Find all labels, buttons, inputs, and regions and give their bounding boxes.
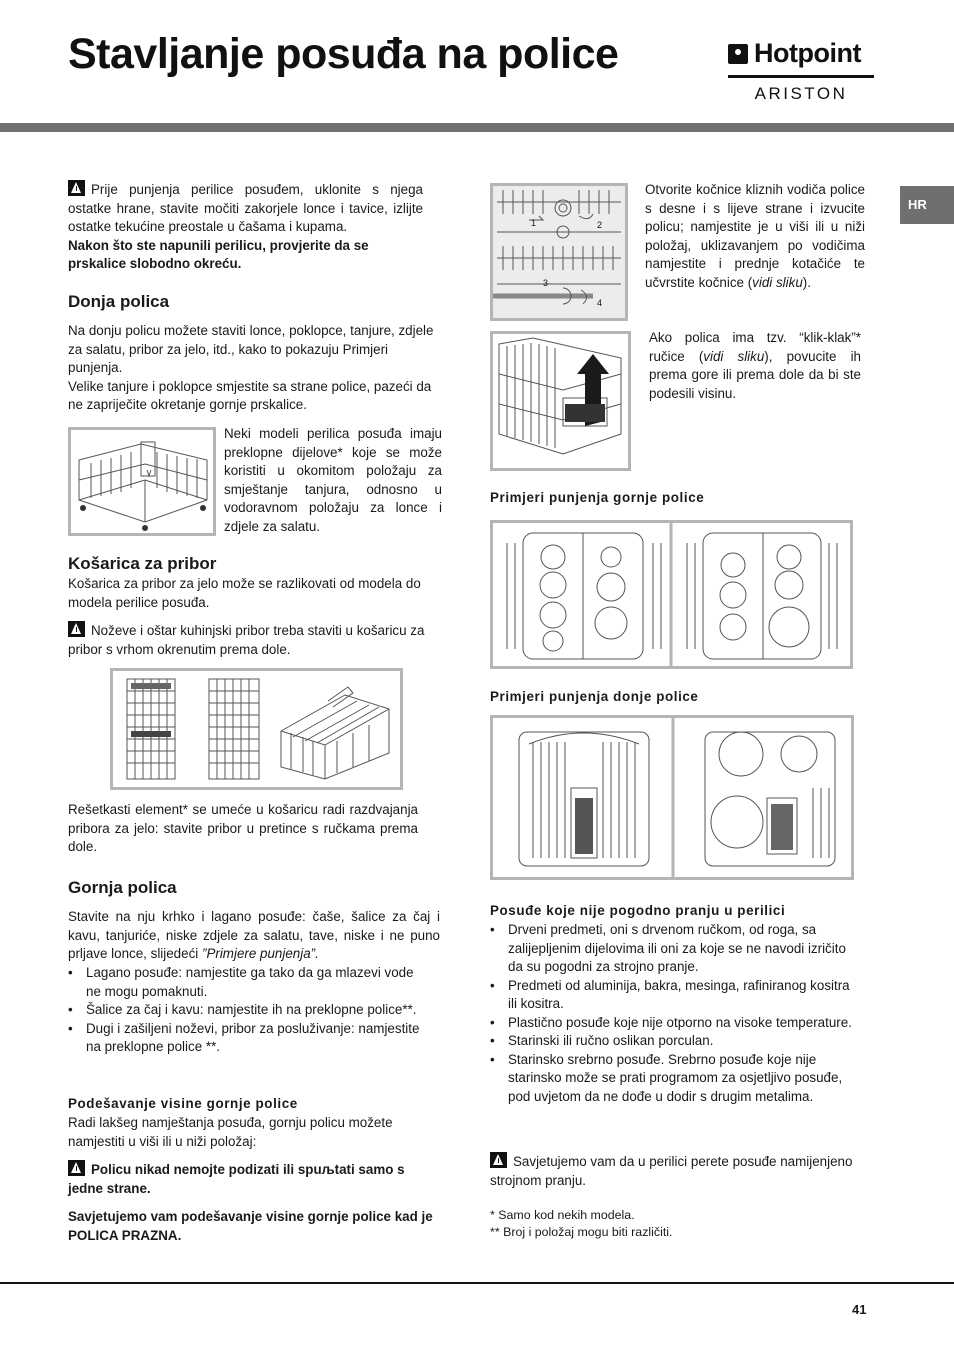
list-item: • Plastično posuđe koje nije otporno na visoke temperature. (490, 1014, 862, 1033)
page-number: 41 (852, 1302, 867, 1317)
language-tab: HR (900, 186, 954, 224)
kosarica-text: Košarica za pribor za jelo može se razlikovati od modela do modela perilice posuđa. (68, 576, 421, 610)
intro-paragraph: Prije punjenja perilice posuđem, uklonite s njega ostatke hrane, stavite močiti zakorjele lonce i tavice, izlijte ostatke tekućine preostale u čašama i kupama. Nakon što ste napunili perilicu, provjerite da se prskalice slobodno okreću. (68, 180, 423, 274)
gornja-polica-text: Stavite na nju krhko i lagano posuđe: čaše, šalice za čaj i kavu, tanjuriće, niske zdjele za salatu, tave, niske i ne puno prljave lonce, slijedeći ”Primjere punjenja”. (68, 909, 440, 961)
warning-icon (68, 1160, 85, 1176)
warning-icon (68, 621, 85, 637)
list-item: • Lagano posuđe: namjestite ga tako da ga mlazevi vode ne mogu pomaknuti. (68, 964, 423, 1001)
podesavanje-bold-note: Savjetujemo vam podešavanje visine gornje police kad je POLICA PRAZNA. (68, 1209, 433, 1243)
foldable-parts-text: Neki modeli perilica posuđa imaju preklopne dijelove* koje se može koristiti u okomitom položaju za smještanje tanjura, odnosno u vodoravnom položaju za lonce i zdjele za salatu. (224, 426, 442, 534)
list-item: • Šalice za čaj i kavu: namjestite ih na preklopne police**. (68, 1001, 423, 1020)
click-clack-figure (490, 331, 631, 471)
brand-name: Hotpoint (754, 38, 861, 68)
rail-label: 3 (543, 278, 549, 288)
brand-subname: ARISTON (754, 84, 848, 103)
upper-rack-examples-figure (490, 520, 853, 669)
rail-instructions: Otvorite kočnice kliznih vodiča police s desne i s lijeve strane i izvucite policu; namjestite je u viši ili u niži položaj, uklizavanjem po vodičima namjestite i prednje kotačiće te učvrstite kočnice (vidi sliku). (645, 182, 865, 290)
cutlery-basket-figure (110, 668, 403, 790)
click-clack-text: Ako polica ima tzv. “klik-klak”* ručice (vidi sliku), povucite ih prema gore ili prema dole da bi ste podesili visinu. (649, 330, 861, 401)
unsuitable-items-list (490, 921, 862, 1106)
subheading-nije-pogodno: Posuđe koje nije pogodno pranju u perilici (490, 903, 786, 918)
rail-label: 1 (531, 218, 537, 228)
rail-adjust-figure (490, 183, 628, 321)
page-title: Stavljanje posuđa na police (68, 30, 619, 78)
lower-rack-examples-figure (490, 715, 854, 880)
footnote: ** Broj i položaj mogu biti različiti. (490, 1225, 673, 1239)
warning-icon (490, 1152, 507, 1168)
footnotes (490, 1207, 673, 1241)
footnote: * Samo kod nekih modela. (490, 1208, 635, 1222)
section-heading-kosarica: Košarica za pribor (68, 554, 217, 573)
podesavanje-warning: Policu nikad nemojte podizati ili spuљtati samo s jedne strane. (68, 1162, 405, 1196)
rail-label: 2 (597, 220, 603, 230)
lower-rack-figure (68, 427, 216, 536)
savjet-warning: Savjetujemo vam da u perilici perete posuđe namijenjeno strojnom pranju. (490, 1154, 853, 1188)
list-item: • Predmeti od aluminija, bakra, mesinga, rafiniranog kositra ili kositra. (490, 977, 862, 1014)
section-heading-gornja-polica: Gornja polica (68, 878, 177, 897)
list-item: • Starinsko srebrno posuđe. Srebrno posuđe koje nije starinsko može se prati programom za osjetljivo posuđe, pod uvjetom da ne dođe u dodir s drugim metalima. (490, 1051, 862, 1107)
grid-element-text: Rešetkasti element* se umeće u košaricu radi razdvajanja pribora za jelo: stavite pribor u pretince s ručkama prema dole. (68, 802, 418, 854)
podesavanje-text: Radi lakšeg namještanja posuđa, gornju policu možete namjestiti u viši ili u niži položaj: (68, 1115, 393, 1149)
caption-gornje-police: Primjeri punjenja gornje police (490, 490, 705, 505)
rail-label: 4 (597, 298, 603, 308)
list-item: • Drveni predmeti, oni s drvenom ručkom, od roga, sa zalijepljenim dijelovima ili oni za koje se ne navodi izričito da su pogodni za strojno pranje. (490, 921, 862, 977)
footer-rule (0, 1282, 954, 1284)
intro-bold-note: Nakon što ste napunili perilicu, provjerite da se prskalice slobodno okreću. (68, 237, 369, 271)
brand-logo (728, 38, 874, 104)
gornja-polica-list (68, 964, 423, 1057)
warning-icon (68, 180, 85, 196)
header-rule (0, 123, 954, 132)
subheading-podesavanje: Podešavanje visine gornje police (68, 1096, 298, 1111)
caption-donje-police: Primjeri punjenja donje police (490, 689, 699, 704)
donja-polica-text: Na donju policu možete staviti lonce, poklopce, tanjure, zdjele za salatu, pribor za jelo, itd., kako to pokazuju Primjeri punjenja. Velike tanjure i poklopce smjestite sa strane police, pazeći da ne zapriječite okretanje gornje prskalice. (68, 323, 434, 412)
kosarica-warning: Noževe i oštar kuhinjski pribor treba staviti u košaricu za pribor s vrhom okrenutim prema dole. (68, 623, 425, 657)
hotpoint-logo-icon (728, 44, 748, 64)
section-heading-donja-polica: Donja polica (68, 292, 170, 311)
list-item: • Dugi i zašiljeni noževi, pribor za posluživanje: namjestite na preklopne police **. (68, 1020, 423, 1057)
list-item: • Starinski ili ručno oslikan porculan. (490, 1032, 862, 1051)
